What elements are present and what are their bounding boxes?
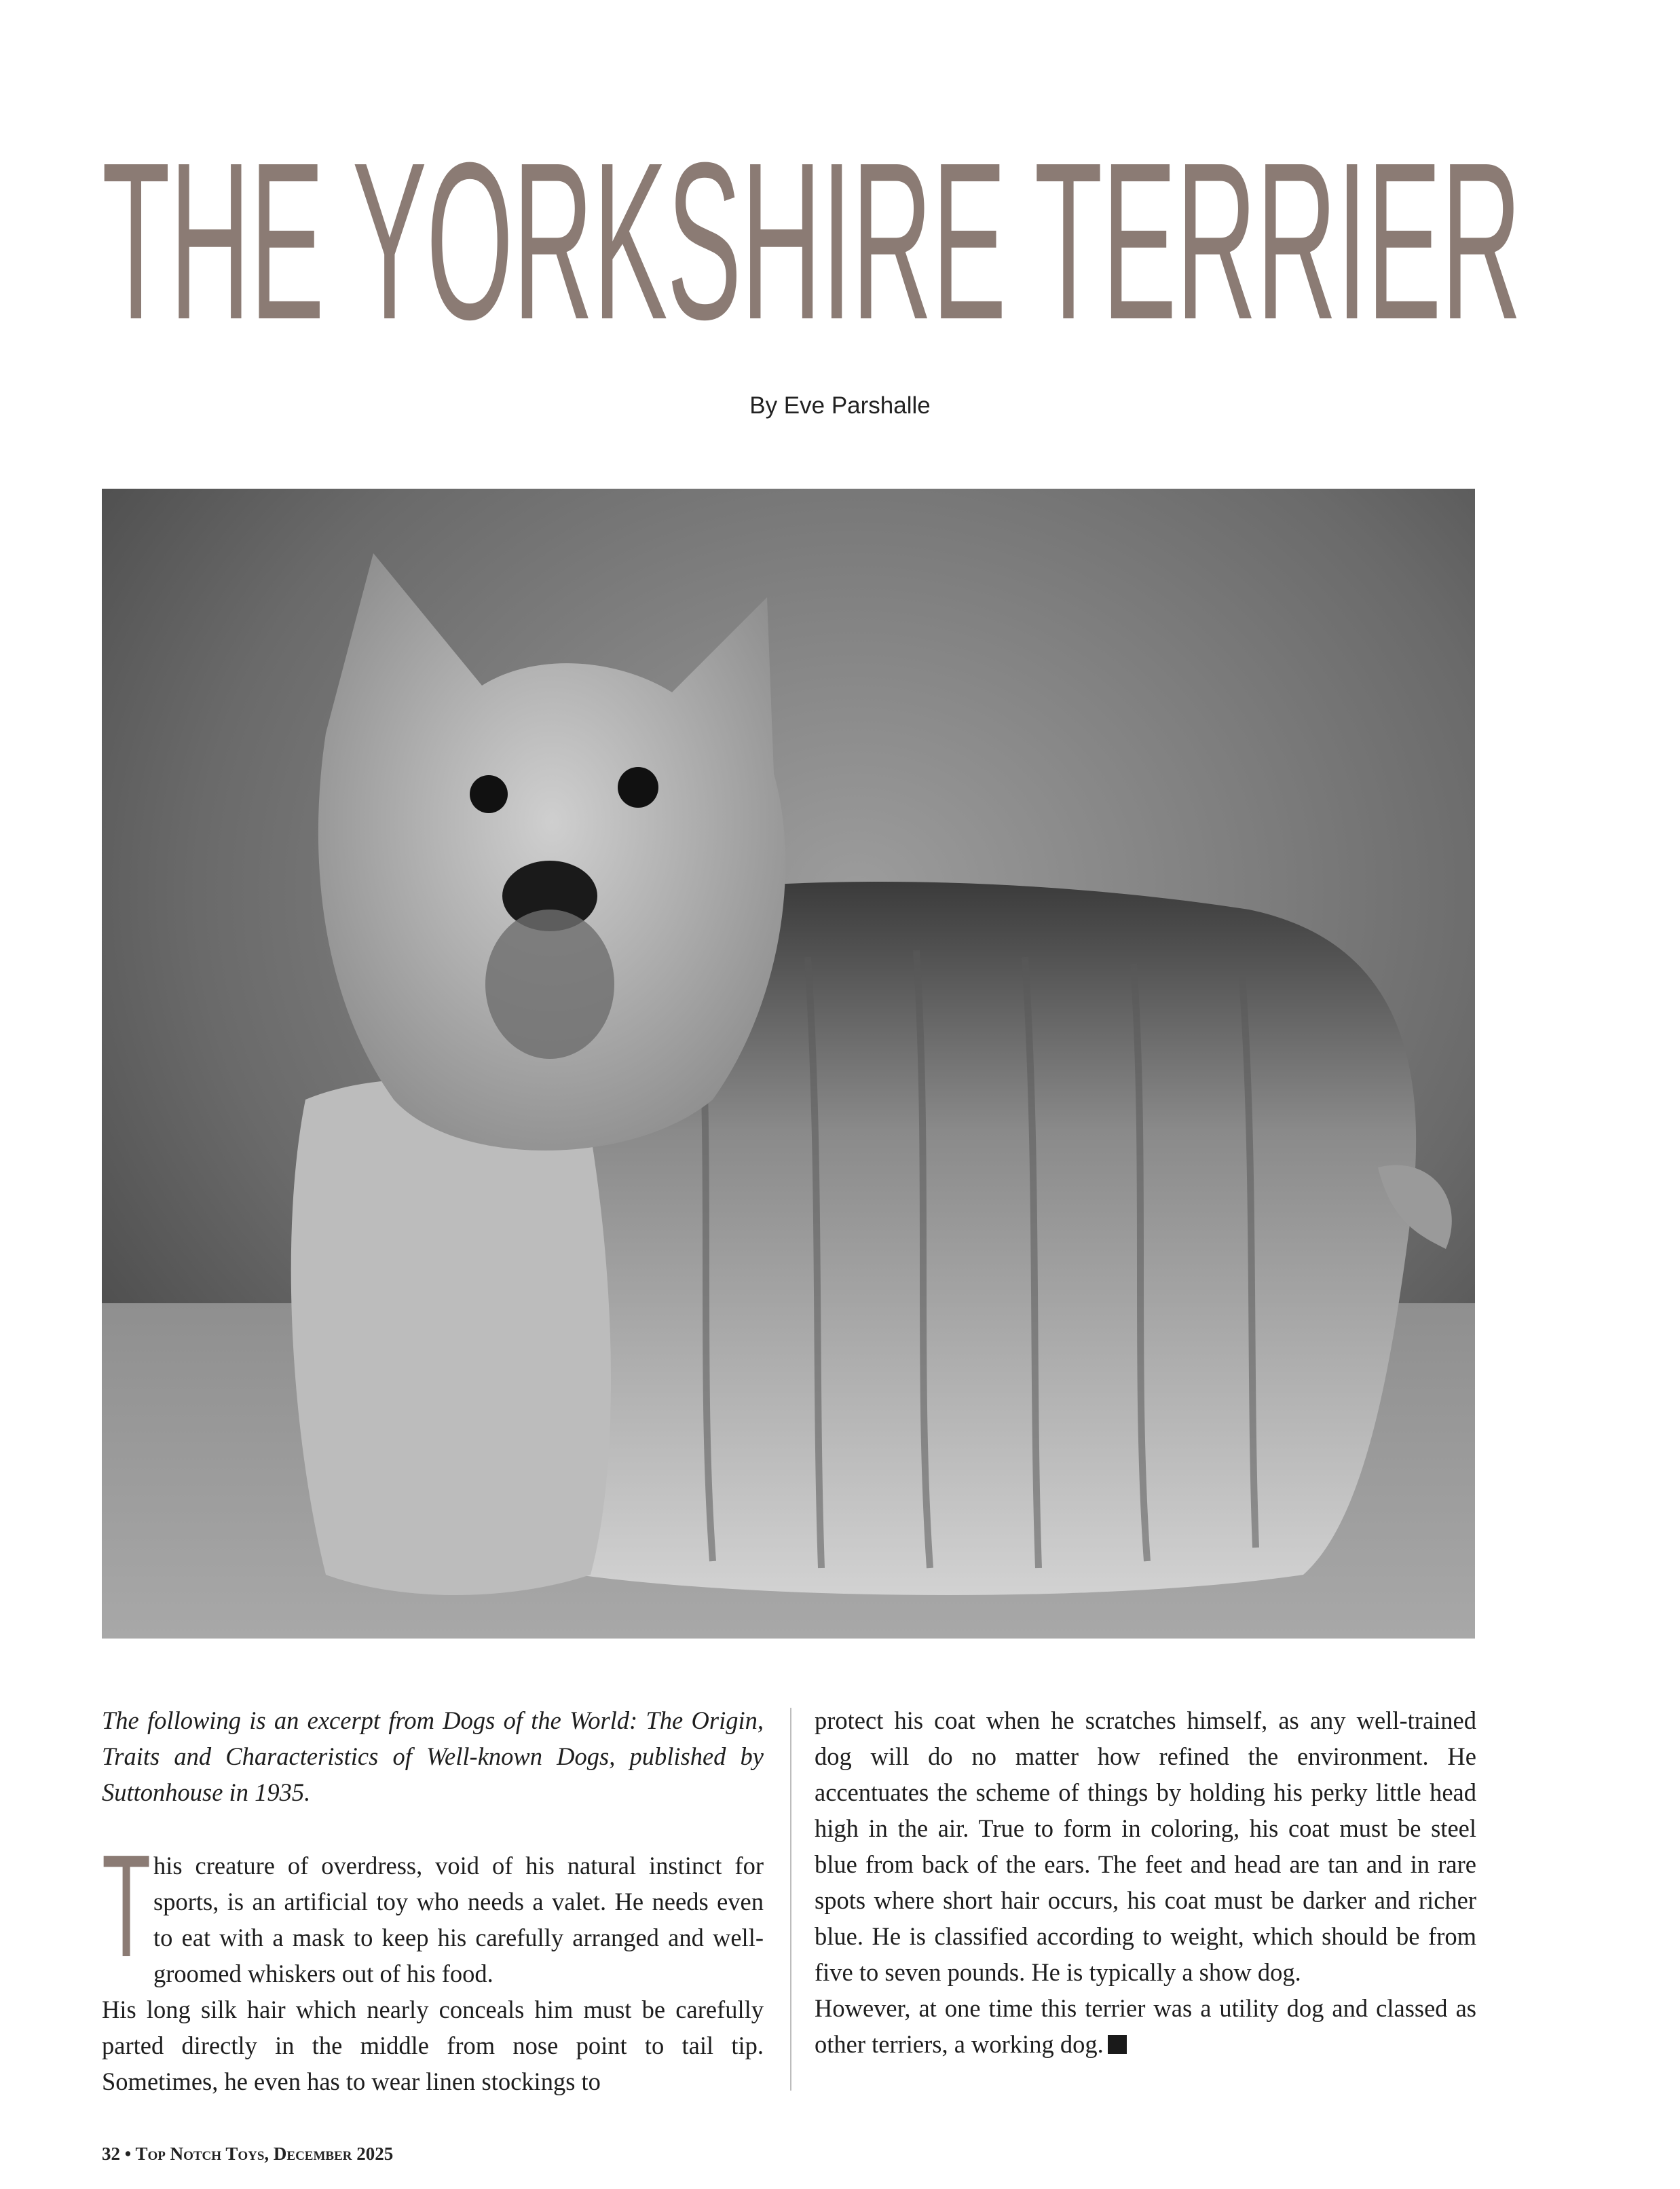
column-divider <box>790 1708 791 2091</box>
dog-photo <box>102 489 1475 1639</box>
intro-paragraph: The following is an excerpt from Dogs of the World: The Origin, Traits and Characteristics of Well-known Dogs, published by Suttonhouse in 1935. <box>102 1706 764 1806</box>
byline: By Eve Parshalle <box>749 392 931 419</box>
body-paragraph-3-text: However, at one time this terrier was a utility dog and classed as other terriers, a working dog. <box>815 1994 1476 2058</box>
page-title: THE YORKSHIRE TERRIER <box>102 115 1521 366</box>
body-paragraph-1 <box>102 1824 764 1991</box>
body-paragraph-2-start: His long silk hair which nearly conceals him must be carefully parted directly in the middle from nose point to tail tip. Sometimes, he even has to wear linen stockings to <box>102 1996 764 2095</box>
page-footer: 32 • Top Notch Toys, December 2025 <box>102 2144 394 2164</box>
drop-cap: T <box>102 1824 151 1987</box>
body-paragraph-3 <box>815 1990 1476 2062</box>
end-mark-icon <box>1108 2035 1127 2054</box>
body-paragraph-1-text: his creature of overdress, void of his natural instinct for sports, is an artificial toy who needs a valet. He needs even to eat with a mask to keep his carefully arranged and well-groomed whiskers out of his food. <box>153 1852 764 1987</box>
body-paragraph-2-end: protect his coat when he scratches himself, as any well-trained dog will do no matter how refined the environment. He accentuates the scheme of things by holding his perky little head high in the air. True to form in coloring, his coat must be steel blue from back of the ears. The feet and head are tan and in rare spots where short hair occurs, his coat must be darker and richer blue. He is classified according to weight, which should be from five to seven pounds. He is typically a show dog. <box>815 1706 1476 1986</box>
text-column-left <box>102 1702 764 2099</box>
text-column-right <box>815 1702 1476 2062</box>
